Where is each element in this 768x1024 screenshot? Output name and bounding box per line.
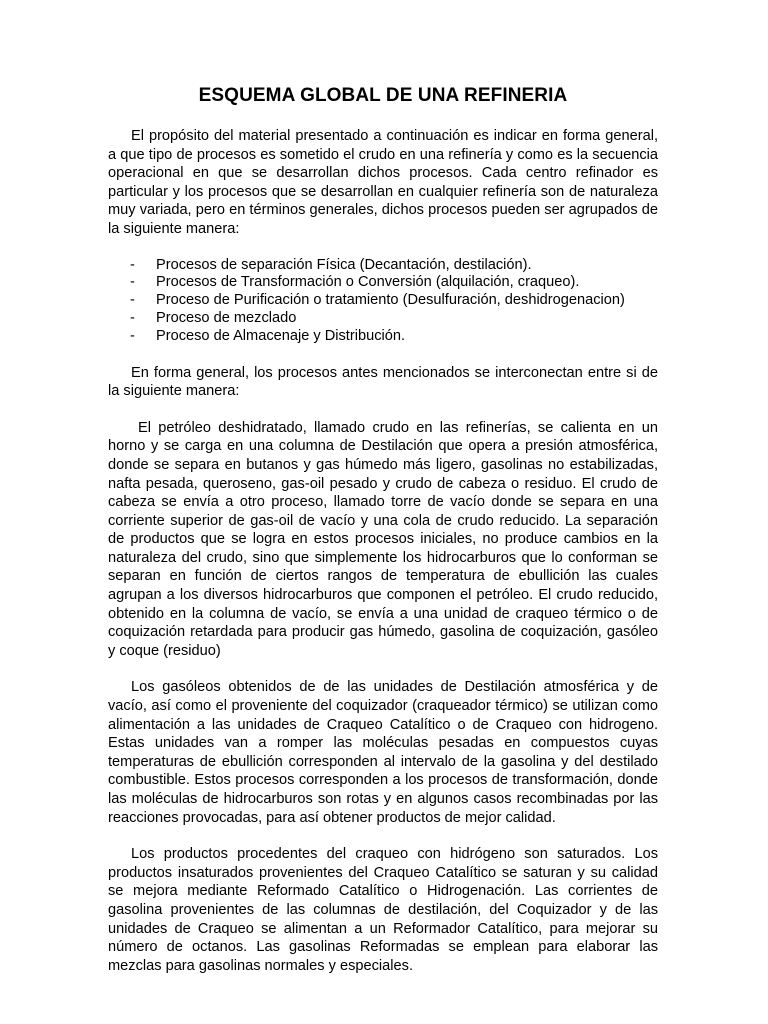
list-item [108,274,658,292]
list-item [108,292,658,310]
gasoil-cracking-paragraph: Los gasóleos obtenidos de de las unidades de Destilación atmosférica y de vacío, así como el proveniente del coquizador (craqueador térmico) se utilizan como alimentación a las unidades de Craqueo Catalítico o de Craqueo con hidrogeno. Estas unidades van a romper las moléculas pesadas en compuestos cuyas temperaturas de ebullición corresponden al intervalo de la gasolina y del destilado combustible. Estos procesos corresponden a los procesos de transformación, donde las moléculas de hidrocarburos son rotas y en algunos casos recombinadas por las reacciones provocadas, para así obtener productos de mejor calidad. [108,679,658,826]
list-item-text: Proceso de mezclado [156,309,297,326]
list-item [108,257,658,275]
list-bullet: - [130,327,135,344]
list-bullet: - [130,274,135,291]
list-item-text: Procesos de separación Física (Decantación, destilación). [156,256,532,273]
list-bullet: - [130,292,135,309]
intro-paragraph: El propósito del material presentado a continuación es indicar en forma general, a que tipo de procesos es sometido el crudo en una refinería y como es la secuencia operacional en que se desarrollan dichos procesos. Cada centro refinador es particular y los procesos que se desarrollan en cualquier refinería son de naturaleza muy variada, pero en términos generales, dichos procesos pueden ser agrupados de la siguiente manera: [108,128,658,237]
document-page [108,84,658,993]
list-item-text: Proceso de Purificación o tratamiento (Desulfuración, deshidrogenacion) [156,292,625,309]
list-item [108,328,658,346]
list-bullet: - [130,309,135,326]
document-title: ESQUEMA GLOBAL DE UNA REFINERIA [198,85,568,106]
crude-distillation-paragraph: El petróleo deshidratado, llamado crudo en las refinerías, se calienta en un horno y se carga en una columna de Destilación que opera a presión atmosférica, donde se separa en butanos y gas húmedo más ligero, gasolinas no estabilizadas, nafta pesada, queroseno, gas-oil pesado y crudo de cabeza o residuo. El crudo de cabeza se envía a otro proceso, llamado torre de vacío donde se separa en una corriente superior de gas-oil de vacío y una cola de crudo reducido. La separación de productos que se logra en estos procesos iniciales, no produce cambios en la naturaleza del crudo, sino que simplemente los hidrocarburos que lo conforman se separan en función de ciertos rangos de temperatura de ebullición las cuales agrupan a los diversos hidrocarburos que componen el petróleo. El crudo reducido, obtenido en la columna de vacío, se envía a una unidad de craqueo térmico o de coquización retardada para producir gas húmedo, gasolina de coquización, gasóleo y coque (residuo) [108,419,658,659]
process-list [108,257,658,346]
list-item-text: Proceso de Almacenaje y Distribución. [156,327,406,344]
interconnection-paragraph: En forma general, los procesos antes mencionados se interconectan entre si de la siguiente manera: [108,364,658,400]
list-item-text: Procesos de Transformación o Conversión (alquilación, craqueo). [156,274,580,291]
list-item [108,310,658,328]
list-bullet: - [130,256,135,273]
reforming-paragraph: Los productos procedentes del craqueo con hidrógeno son saturados. Los productos insaturados provenientes del Craqueo Catalítico se saturan y su calidad se mejora mediante Reformado Catalítico o Hidrogenación. Las corrientes de gasolina provenientes de las columnas de destilación, del Coquizador y de las unidades de Craqueo se alimentan a un Reformador Catalítico, para mejorar su número de octanos. Las gasolinas Reformadas se emplean para elaborar las mezclas para gasolinas normales y especiales. [108,846,658,974]
